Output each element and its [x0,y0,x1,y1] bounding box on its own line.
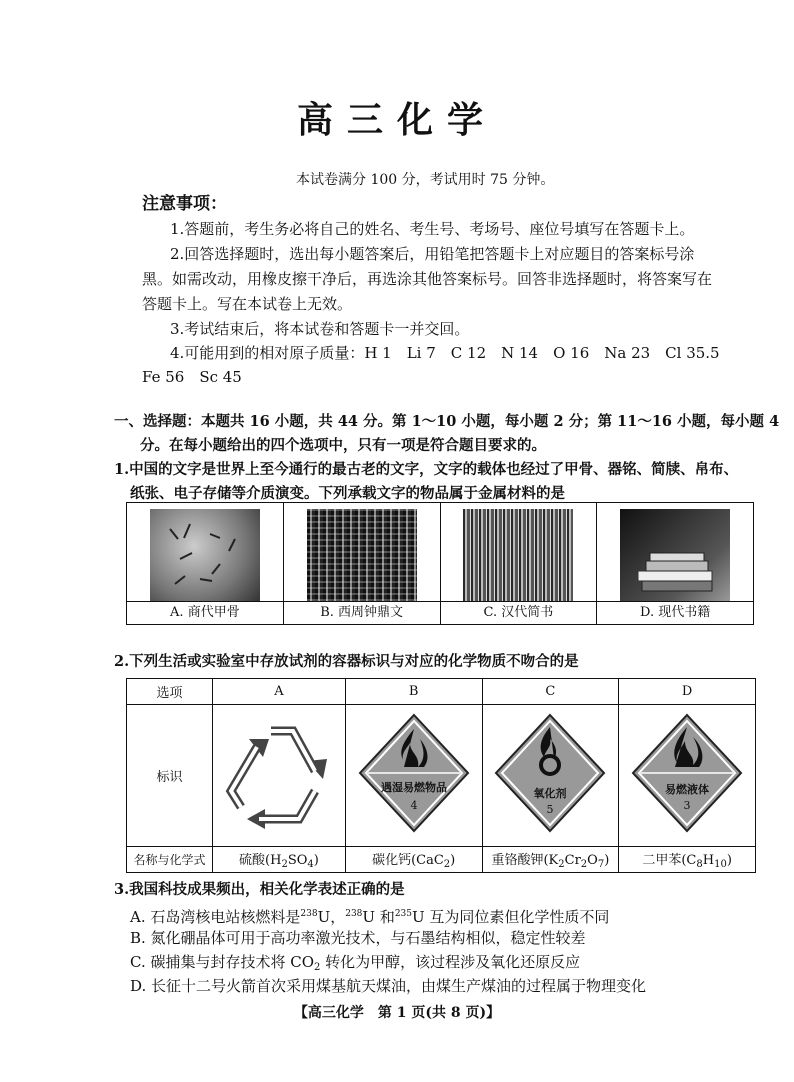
q2-sign-label: 标识 [127,705,213,847]
q2-header-a: A [213,679,346,705]
q1-options-table [126,502,754,625]
q3-option-c: C. 碳捕集与封存技术将 $CO_2$ 转化为甲醇，该过程涉及氧化还原反应 [130,953,581,973]
page-title: 高三化学 [296,99,497,141]
oracle-bone-marks [150,509,260,601]
q2-header-b: B [345,679,482,705]
book-stack [620,509,730,601]
q2-name-b: 碳化钙(CaC$_2$) [345,847,482,873]
q2-sign-b [345,705,482,847]
q1-option-d-label: D. 现代书籍 [597,601,753,624]
bamboo-slip-image [463,509,573,601]
books-image [620,509,730,601]
q1-stem: 1.中国的文字是世界上至今通行的最古老的文字，文字的载体也经过了甲骨、器铭、简牍、帛布、 [114,461,739,478]
exam-info: 本试卷满分 100 分，考试用时 75 分钟。 [296,172,555,188]
notice-item-2-cont: 黑。如需改动，用橡皮擦干净后，再选涂其他答案标号。回答非选择题时，将答案写在 [142,270,713,288]
q3-option-a: A. 石岛湾核电站核燃料是$^{238}$U，$^{238}$U 和$^{235}$U 互为同位素但化学性质不同 [130,908,610,926]
recycle-icon [219,709,339,839]
q1-option-d [597,503,754,625]
bronze-inscription-image [307,509,417,601]
q2-name-a: 硫酸$(H_2SO_4)$ [213,847,346,873]
q2-name-c: 重铬酸钾$(K_2Cr_2O_7)$ [482,847,619,873]
q1-option-b-label: B. 西周钟鼎文 [284,601,440,624]
q2-header-option: 选项 [127,679,213,705]
notice-item-4: 4.可能用到的相对原子质量：H 1 Li 7 C 12 N 14 O 16 Na 23 Cl 35.5 [170,344,720,362]
q2-table [126,678,756,873]
q2-name-label: 名称与化学式 [127,847,213,873]
q2-sign-d [619,705,756,847]
notice-item-2-end: 答题卡上。写在本试卷上无效。 [142,295,353,313]
sign-b-text: 遇湿易燃物品 [380,780,447,794]
notice-item-3: 3.考试结束后，将本试卷和答题卡一并交回。 [170,320,470,338]
q2-sign-a [213,705,346,847]
section1-header: 一、选择题：本题共 16 小题，共 44 分。第 1～10 小题，每小题 2 分；第 11～16 小题，每小题 4 [114,413,780,430]
oxidizer-icon [490,709,610,839]
q3-option-b: B. 氮化硼晶体可用于高功率激光技术，与石墨结构相似，稳定性较差 [130,929,586,947]
q1-option-c [440,503,597,625]
oracle-bone-image [150,509,260,601]
notice-heading: 注意事项： [142,194,227,214]
q2-name-d: 二甲苯$(C_8H_{10})$ [619,847,756,873]
q2-sign-c [482,705,619,847]
q2-stem: 2.下列生活或实验室中存放试剂的容器标识与对应的化学物质不吻合的是 [114,653,579,670]
q1-stem-cont: 纸张、电子存储等介质演变。下列承载文字的物品属于金属材料的是 [130,485,565,502]
q1-option-a [127,503,284,625]
sign-d-class: 3 [683,798,691,812]
notice-item-2: 2.回答选择题时，选出每小题答案后，用铅笔把答题卡上对应题目的答案标号涂 [170,245,695,263]
q1-option-a-label: A. 商代甲骨 [127,601,283,624]
sign-d-text: 易燃液体 [665,782,710,796]
q2-header-c: C [482,679,619,705]
q1-option-b [283,503,440,625]
q1-option-c-label: C. 汉代简书 [441,601,597,624]
notice-item-1: 1.答题前，考生务必将自己的姓名、考生号、考场号、座位号填写在答题卡上。 [170,220,695,238]
dangerous-when-wet-icon [354,709,474,839]
q2-header-d: D [619,679,756,705]
sign-c-class: 5 [546,802,554,816]
sign-c-text: 氧化剂 [533,786,567,800]
sign-b-class: 4 [410,798,418,812]
notice-item-4-cont: Fe 56 Sc 45 [142,368,242,386]
page-footer: 【高三化学 第 1 页(共 8 页)】 [293,1005,501,1021]
flammable-liquid-icon [627,709,747,839]
section1-header-cont: 分。在每小题给出的四个选项中，只有一项是符合题目要求的。 [140,437,546,454]
q3-option-d: D. 长征十二号火箭首次采用煤基航天煤油，由煤生产煤油的过程属于物理变化 [130,977,647,995]
q3-stem: 3.我国科技成果频出，相关化学表述正确的是 [114,881,405,898]
